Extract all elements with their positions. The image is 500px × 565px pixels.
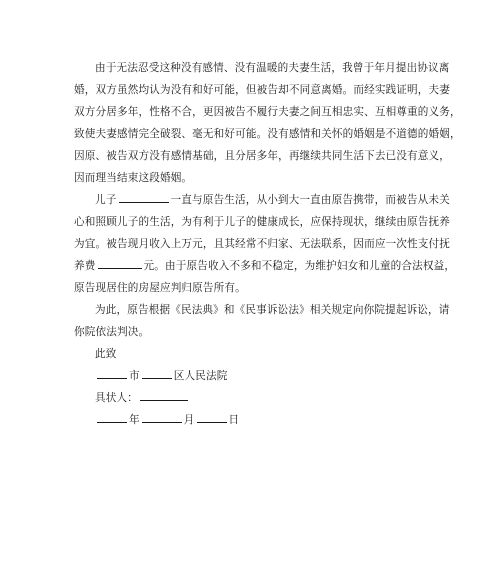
- court-line: [74, 365, 426, 387]
- signer-blank: [140, 388, 188, 401]
- text-fragment: 一直与原告生活，从小到大一直由原告携带，而被告从未关: [170, 194, 450, 206]
- text-line: 由于无法忍受这种没有感情、没有温暖的夫妻生活，我曾于年月提出协议离: [95, 62, 450, 74]
- complaint-document: [74, 57, 461, 431]
- support-fee-label: 养费: [74, 260, 96, 272]
- month-blank: [142, 410, 182, 423]
- paragraph-custody: [74, 189, 456, 299]
- text-line: 双方分居多年，性格不合，更因被告不履行夫妻之间互相忠实、互相尊重的义务，: [74, 106, 461, 118]
- paragraph-request: [74, 299, 450, 343]
- closing-block: [74, 343, 426, 431]
- district-blank: [142, 366, 172, 379]
- text-fragment: 元。由于原告收入不多和不稳定，为维护妇女和儿童的合法权益，: [143, 260, 456, 272]
- text-line: 为此，原告根据《民法典》和《民事诉讼法》相关规定向你院提起诉讼，请: [95, 304, 450, 316]
- year-blank: [97, 410, 127, 423]
- text-line: [74, 189, 450, 211]
- respect-salutation: 此致: [95, 348, 117, 360]
- support-fee-blank: [98, 256, 142, 269]
- text-line: 为宜。被告现月收入上万元，且其经常不归家、无法联系，因而应一次性支付抚: [74, 238, 451, 250]
- day-label: 日: [228, 414, 240, 426]
- paragraph-grounds: [74, 57, 461, 189]
- signer-line: [74, 387, 426, 409]
- text-line: 你院依法判决。: [74, 326, 150, 338]
- text-line: [74, 255, 456, 277]
- text-line: 因而理当结束这段婚姻。: [74, 172, 193, 184]
- date-line: [74, 409, 426, 431]
- month-label: 月: [183, 414, 195, 426]
- son-name-blank: [119, 190, 169, 203]
- text-line: 致使夫妻感情完全破裂、毫无和好可能。没有感情和关怀的婚姻是不道德的婚姻，: [74, 128, 461, 140]
- year-label: 年: [129, 414, 140, 426]
- city-label: 市: [129, 370, 140, 382]
- text-line: 原告现居住的房屋应判归原告所有。: [74, 282, 246, 294]
- day-blank: [197, 410, 227, 423]
- son-label: 儿子: [95, 194, 117, 206]
- court-suffix-label: 区人民法院: [173, 370, 228, 382]
- text-line: 因原、被告双方没有感情基础，且分居多年，再继续共同生活下去已没有意义，: [74, 150, 451, 162]
- city-blank: [97, 366, 127, 379]
- signer-label: 具状人：: [95, 392, 138, 404]
- text-line: 心和照顾儿子的生活，为有利于儿子的健康成长，应保持现状，继续由原告抚养: [74, 216, 451, 228]
- text-line: 婚，双方虽然均认为没有和好可能，但被告却不同意离婚。而经实践证明，夫妻: [74, 84, 451, 96]
